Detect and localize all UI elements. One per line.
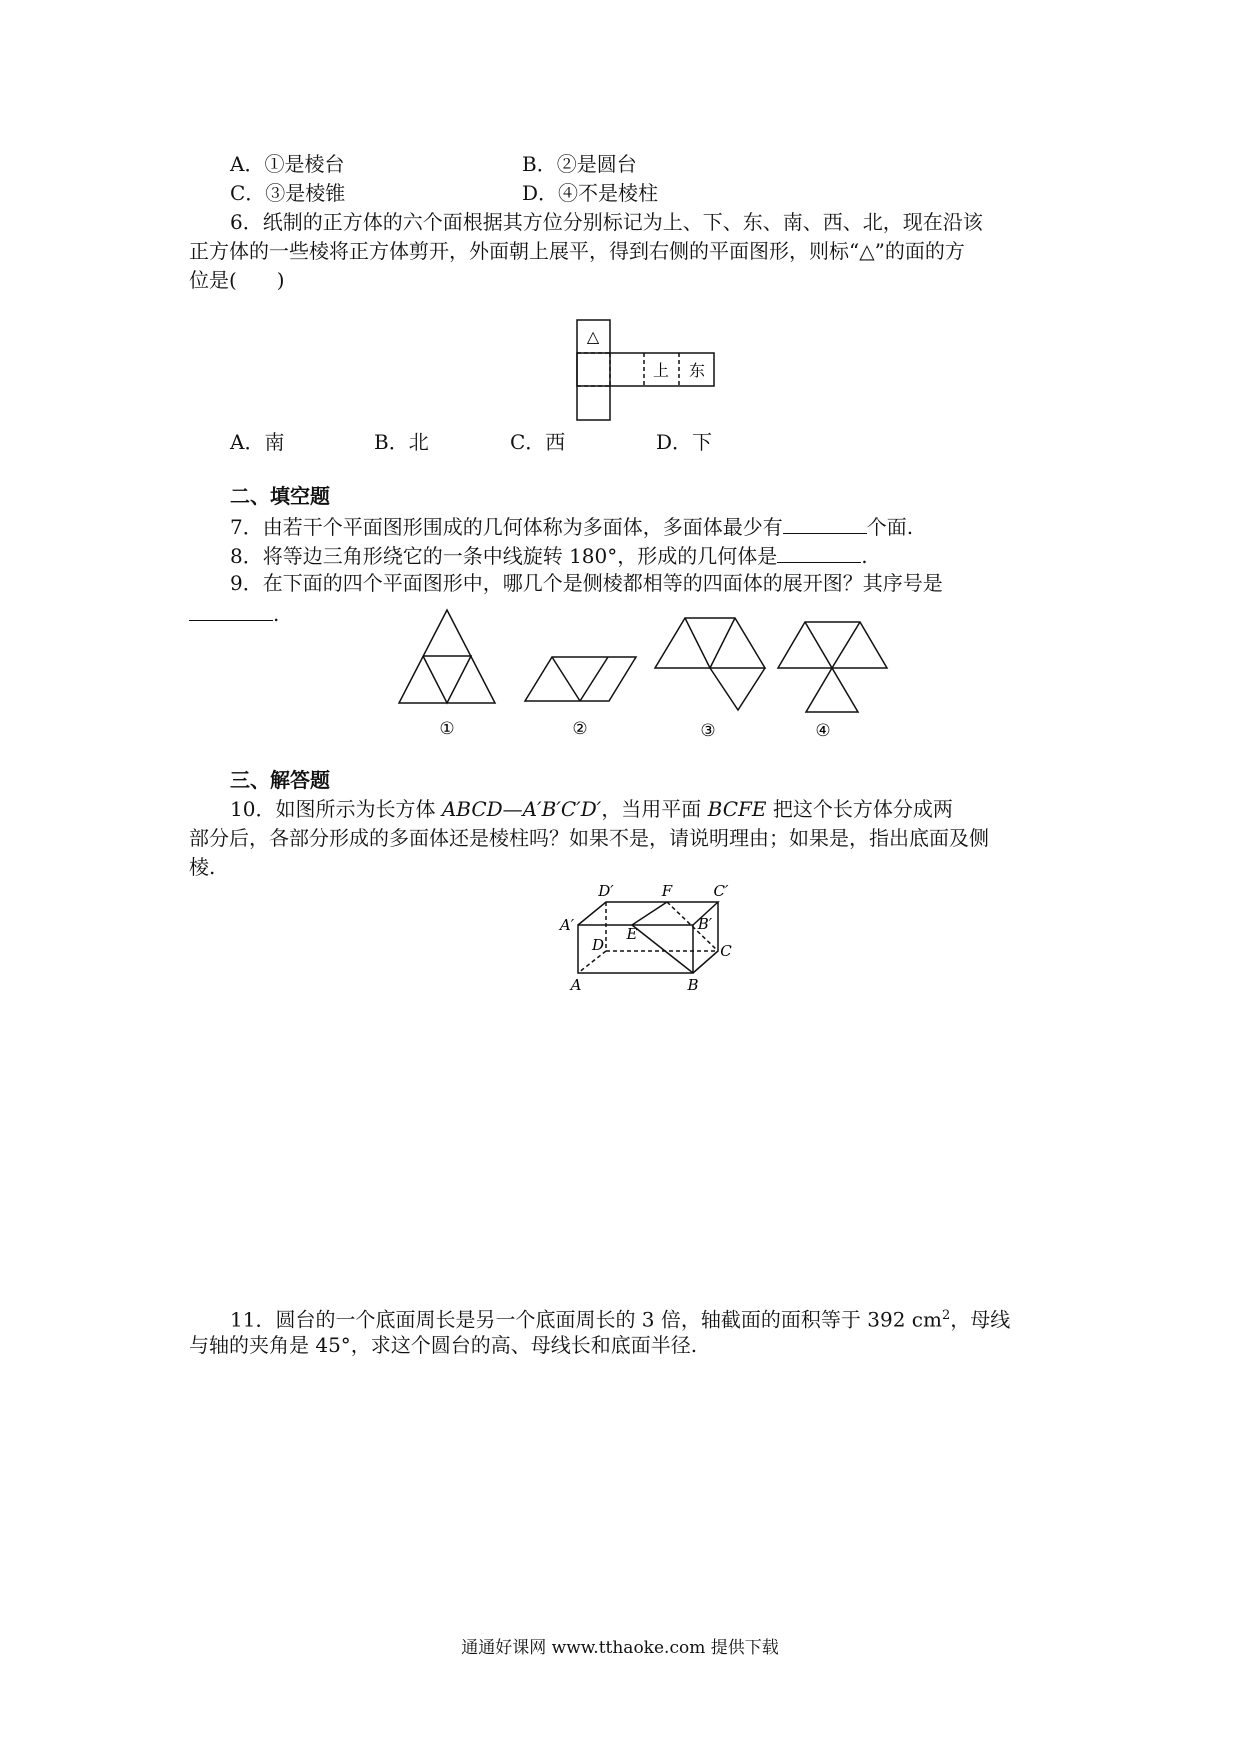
q9-line2 bbox=[189, 598, 279, 628]
q9-net-3 bbox=[655, 618, 765, 710]
q10-line3: 棱. bbox=[189, 855, 216, 879]
q10-label-Bp: B′ bbox=[697, 915, 713, 933]
q10-math-plane: BCFE bbox=[707, 797, 767, 821]
q8-text: 8．将等边三角形绕它的一条中线旋转 180°，形成的几何体是 bbox=[230, 544, 778, 568]
q10-text-c: 把这个长方体分成两 bbox=[766, 797, 953, 821]
q10-text-a: 10．如图所示为长方体 bbox=[230, 797, 442, 821]
q7-text: 7．由若干个平面图形围成的几何体称为多面体，多面体最少有 bbox=[230, 515, 783, 539]
q10-label-A: A bbox=[570, 976, 582, 994]
q10-label-Dp: D′ bbox=[598, 882, 614, 900]
q10-label-Ap: A′ bbox=[559, 916, 575, 934]
q9-text-end: . bbox=[273, 602, 280, 626]
q9-net-2 bbox=[525, 657, 636, 701]
q9-answer-blank[interactable] bbox=[189, 598, 273, 621]
q6-net-triangle-label: △ bbox=[586, 327, 600, 346]
q6-net-up-label: 上 bbox=[652, 361, 670, 380]
q9-net-1 bbox=[399, 610, 495, 703]
q6-net-east-label: 东 bbox=[688, 361, 706, 380]
section-3-title: 三、解答题 bbox=[230, 768, 330, 792]
q6-option-d: D．下 bbox=[656, 430, 713, 454]
q11-text-a: 11．圆台的一个底面周长是另一个底面周长的 3 倍，轴截面的面积等于 392 cm bbox=[230, 1307, 942, 1332]
q8-text-end: . bbox=[861, 544, 868, 568]
q6-option-b: B．北 bbox=[374, 430, 429, 454]
section-2-title: 二、填空题 bbox=[230, 484, 330, 508]
q10-text-b: ，当用平面 bbox=[601, 797, 708, 821]
q7-text-end: 个面. bbox=[866, 515, 914, 539]
q9-line1: 9．在下面的四个平面图形中，哪几个是侧棱都相等的四面体的展开图？其序号是 bbox=[230, 571, 943, 595]
q11-superscript: 2 bbox=[941, 1308, 951, 1323]
q9-net-4 bbox=[778, 622, 887, 712]
q10-label-B: B bbox=[687, 976, 699, 994]
page-footer: 通通好课网 www.tthaoke.com 提供下载 bbox=[461, 1638, 779, 1658]
q9-net-1-label: ① bbox=[439, 719, 455, 739]
q6-line2: 正方体的一些棱将正方体剪开，外面朝上展平，得到右侧的平面图形，则标“△”的面的方 bbox=[189, 239, 965, 263]
q9-net-3-label: ③ bbox=[700, 721, 716, 741]
q7-line bbox=[230, 511, 913, 541]
q5-option-b: B．②是圆台 bbox=[522, 152, 637, 176]
q7-answer-blank[interactable] bbox=[783, 511, 867, 534]
q8-line bbox=[230, 540, 868, 570]
q10-label-Cp: C′ bbox=[713, 882, 729, 900]
q11-text-b: ，母线 bbox=[950, 1307, 1011, 1332]
q9-net-4-label: ④ bbox=[815, 721, 831, 741]
q6-line3: 位是( ) bbox=[189, 268, 285, 292]
q5-option-a: A．①是棱台 bbox=[230, 152, 345, 176]
q6-option-c: C．西 bbox=[510, 430, 566, 454]
q10-line1 bbox=[230, 795, 953, 823]
q10-label-E: E bbox=[626, 925, 638, 943]
q5-option-d: D．④不是棱柱 bbox=[522, 181, 659, 205]
q5-option-c: C．③是棱锥 bbox=[230, 181, 346, 205]
q10-label-C: C bbox=[720, 942, 732, 960]
q11-line1 bbox=[230, 1302, 1010, 1334]
q9-net-2-label: ② bbox=[572, 719, 588, 739]
q10-label-F: F bbox=[661, 882, 673, 900]
q8-answer-blank[interactable] bbox=[777, 540, 861, 563]
q6-line1: 6．纸制的正方体的六个面根据其方位分别标记为上、下、东、南、西、北，现在沿该 bbox=[230, 210, 983, 234]
q6-option-a: A．南 bbox=[230, 430, 285, 454]
q10-math-cuboid: ABCD—A′B′C′D′ bbox=[441, 797, 602, 821]
q10-label-D: D bbox=[591, 936, 605, 954]
q10-line2: 部分后，各部分形成的多面体还是棱柱吗？如果不是，请说明理由；如果是，指出底面及侧 bbox=[189, 826, 989, 850]
q11-line2: 与轴的夹角是 45°，求这个圆台的高、母线长和底面半径. bbox=[189, 1333, 698, 1357]
